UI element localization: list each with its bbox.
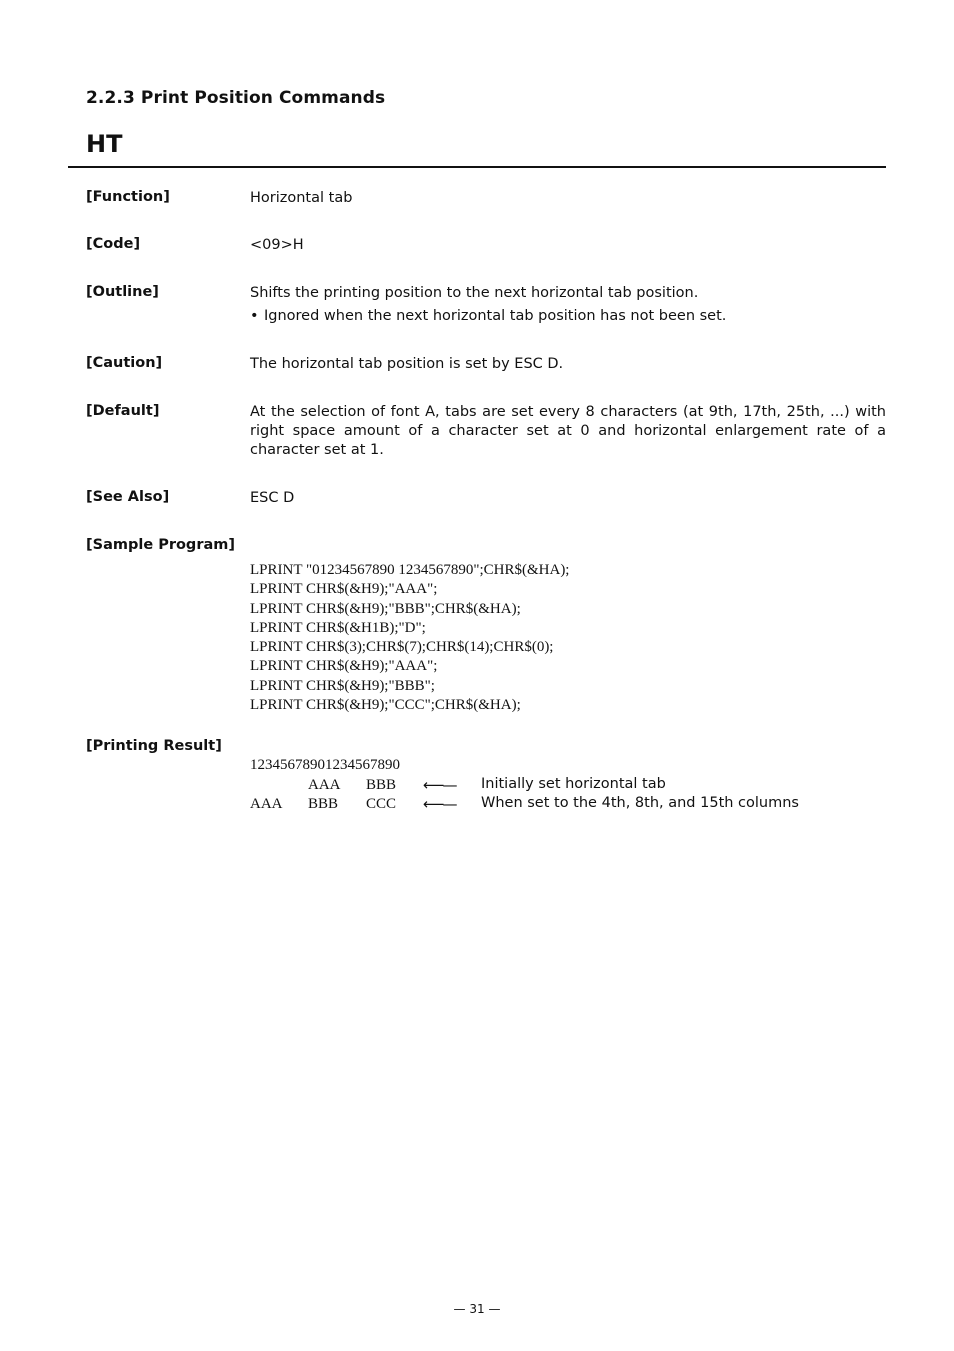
function-label: [Function] (86, 189, 170, 205)
result-row1-note: Initially set horizontal tab (481, 776, 666, 792)
code-line: LPRINT CHR$(&H1B);"D"; (250, 619, 426, 636)
result-row2-note: When set to the 4th, 8th, and 15th columns (481, 795, 799, 811)
result-row2-col3: CCC (366, 796, 397, 812)
left-arrow-icon: ⟵— (423, 795, 456, 813)
result-ruler: 12345678901234567890 (250, 757, 400, 773)
outline-label: [Outline] (86, 284, 159, 300)
sample-program-label: [Sample Program] (86, 537, 235, 553)
code-line: LPRINT CHR$(&H9);"AAA"; (250, 581, 438, 598)
default-text: At the selection of font A, tabs are set every 8 characters (at 9th, 17th, 25th, ...) with right space amount of a character set at 0 and horizontal enlargement rate of a character set at 1. (250, 404, 886, 458)
code-line: LPRINT CHR$(&H9);"CCC";CHR$(&HA); (250, 697, 521, 714)
code-line: LPRINT "01234567890 1234567890";CHR$(&HA); (250, 562, 570, 578)
result-row1-col1: AAA (308, 777, 341, 793)
code-text: <09>H (250, 237, 304, 253)
code-line: LPRINT CHR$(3);CHR$(7);CHR$(14);CHR$(0); (250, 639, 554, 656)
sample-program-code (250, 561, 569, 715)
outline-text: Shifts the printing position to the next horizontal tab position. (250, 285, 699, 301)
default-label: [Default] (86, 403, 160, 419)
code-line: LPRINT CHR$(&H9);"BBB"; (250, 677, 435, 694)
see-also-label: [See Also] (86, 489, 170, 505)
see-also-text: ESC D (250, 490, 295, 506)
code-line: LPRINT CHR$(&H9);"AAA"; (250, 658, 438, 675)
section-heading: 2.2.3 Print Position Commands (86, 88, 386, 108)
code-label: [Code] (86, 236, 141, 252)
function-text: Horizontal tab (250, 190, 353, 206)
result-row2-col2: BBB (308, 796, 339, 812)
caution-label: [Caution] (86, 355, 163, 371)
code-line: LPRINT CHR$(&H9);"BBB";CHR$(&HA); (250, 600, 521, 617)
title-divider (68, 166, 886, 168)
printing-result-label: [Printing Result] (86, 738, 222, 754)
left-arrow-icon: ⟵— (423, 776, 456, 794)
command-title: HT (86, 130, 123, 158)
bullet-icon: • (250, 308, 259, 324)
outline-bullet (250, 308, 726, 324)
caution-text: The horizontal tab position is set by ESC D. (250, 356, 564, 372)
page-number: — 31 — (453, 1302, 501, 1316)
result-row2-col1: AAA (250, 796, 283, 812)
result-row1-col2: BBB (366, 777, 397, 793)
outline-bullet-text: Ignored when the next horizontal tab position has not been set. (264, 308, 727, 324)
